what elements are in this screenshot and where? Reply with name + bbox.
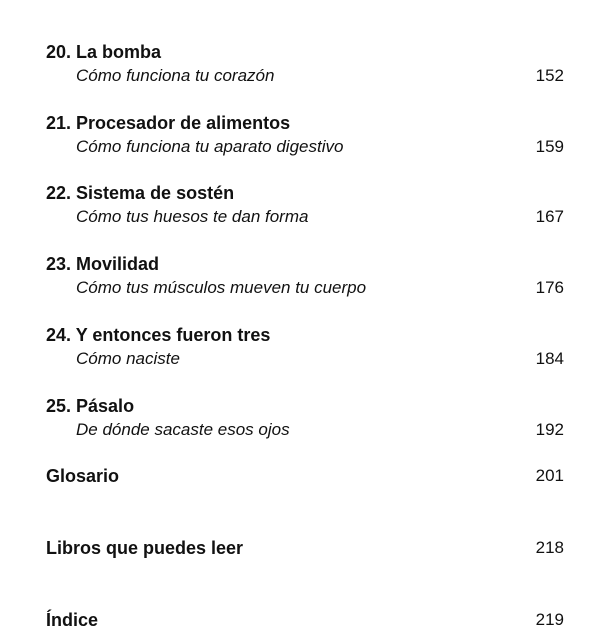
back-matter-title: Glosario	[46, 466, 120, 486]
chapter-subline	[46, 347, 564, 371]
page-number: 167	[535, 207, 564, 226]
back-matter-title: Índice	[46, 610, 99, 630]
chapter-subline	[46, 205, 564, 229]
chapter-subtitle: Cómo funciona tu corazón	[76, 66, 275, 85]
page-number: 159	[535, 137, 564, 156]
table-of-contents	[46, 40, 564, 630]
page-number: 219	[535, 610, 564, 629]
chapter-subline	[46, 418, 564, 442]
toc-entry-libros	[46, 536, 564, 560]
chapter-subtitle: Cómo tus músculos mueven tu cuerpo	[76, 278, 367, 297]
toc-entry-indice	[46, 608, 564, 632]
toc-entry-chapter-22	[46, 181, 564, 229]
chapter-subline	[46, 135, 564, 159]
toc-entry-chapter-24	[46, 323, 564, 371]
page-number: 218	[535, 538, 564, 557]
chapter-title: 25. Pásalo	[46, 396, 135, 416]
toc-entry-glosario	[46, 464, 564, 488]
toc-entry-chapter-20	[46, 40, 564, 88]
page-number: 184	[535, 349, 564, 368]
page-number: 201	[535, 466, 564, 485]
chapter-subtitle: Cómo funciona tu aparato digestivo	[76, 137, 344, 156]
page-number: 176	[535, 278, 564, 297]
chapter-title: 23. Movilidad	[46, 254, 160, 274]
chapter-subtitle: Cómo tus huesos te dan forma	[76, 207, 309, 226]
chapter-title: 20. La bomba	[46, 42, 162, 62]
chapter-title: 22. Sistema de sostén	[46, 183, 235, 203]
back-matter-title: Libros que puedes leer	[46, 538, 244, 558]
page-number: 192	[535, 420, 564, 439]
chapter-title: 24. Y entonces fueron tres	[46, 325, 271, 345]
page-number: 152	[535, 66, 564, 85]
toc-entry-chapter-23	[46, 252, 564, 300]
chapter-title: 21. Procesador de alimentos	[46, 113, 291, 133]
chapter-subtitle: De dónde sacaste esos ojos	[76, 420, 290, 439]
chapter-subline	[46, 64, 564, 88]
toc-entry-chapter-25	[46, 394, 564, 442]
chapter-subline	[46, 276, 564, 300]
toc-entry-chapter-21	[46, 111, 564, 159]
chapter-subtitle: Cómo naciste	[76, 349, 180, 368]
